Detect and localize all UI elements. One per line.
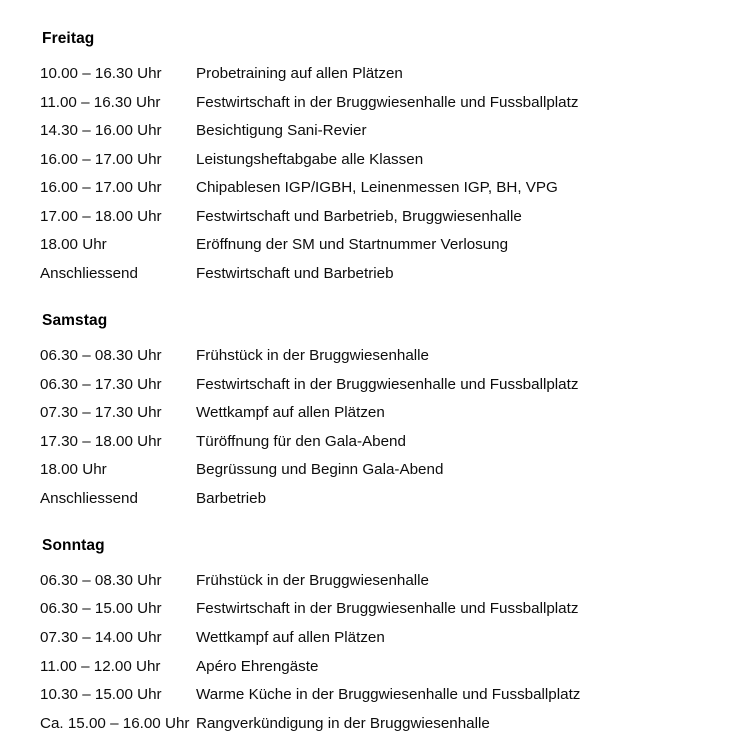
schedule-time: Ca. 15.00 – 16.00 Uhr bbox=[40, 714, 190, 732]
schedule-description: Begrüssung und Beginn Gala-Abend bbox=[196, 461, 444, 479]
schedule-time: 11.00 – 12.00 Uhr bbox=[40, 657, 161, 675]
schedule-row bbox=[40, 150, 694, 170]
schedule-row bbox=[40, 460, 694, 480]
schedule-list-freitag bbox=[40, 64, 694, 284]
schedule-row bbox=[40, 264, 694, 284]
schedule-time: 16.00 – 17.00 Uhr bbox=[40, 150, 162, 168]
schedule-description: Wettkampf auf allen Plätzen bbox=[196, 404, 385, 422]
schedule-time: 10.00 – 16.30 Uhr bbox=[40, 65, 162, 82]
schedule-time: 14.30 – 16.00 Uhr bbox=[40, 122, 162, 140]
schedule-list-sonntag bbox=[40, 571, 694, 734]
schedule-list-samstag bbox=[40, 346, 694, 509]
schedule-row bbox=[40, 207, 694, 227]
schedule-description: Eröffnung der SM und Startnummer Verlosung bbox=[196, 236, 509, 254]
schedule-row bbox=[40, 93, 694, 113]
schedule-description: Frühstück in der Bruggwiesenhalle bbox=[196, 347, 429, 364]
schedule-row bbox=[40, 178, 694, 198]
schedule-description: Besichtigung Sani-Revier bbox=[196, 122, 367, 140]
schedule-row bbox=[40, 346, 694, 366]
schedule-description: Rangverkündigung in der Bruggwiesenhalle bbox=[196, 714, 490, 732]
schedule-description: Festwirtschaft und Barbetrieb, Bruggwiesenhalle bbox=[196, 207, 522, 225]
schedule-row bbox=[40, 685, 694, 705]
schedule-description: Warme Küche in der Bruggwiesenhalle und Fussballplatz bbox=[196, 686, 581, 704]
schedule-description: Frühstück in der Bruggwiesenhalle bbox=[196, 571, 429, 589]
schedule-row bbox=[40, 571, 694, 591]
schedule-time: 16.00 – 17.00 Uhr bbox=[40, 179, 162, 197]
schedule-time: Anschliessend bbox=[40, 489, 138, 507]
schedule-time: Anschliessend bbox=[40, 264, 138, 282]
schedule-row bbox=[40, 403, 694, 423]
schedule-description: Festwirtschaft in der Bruggwiesenhalle und Fussballplatz bbox=[196, 93, 579, 111]
day-title-samstag: Samstag bbox=[42, 312, 108, 329]
schedule-time: 11.00 – 16.30 Uhr bbox=[40, 93, 161, 111]
schedule-description: Probetraining auf allen Plätzen bbox=[196, 65, 403, 82]
day-block-samstag bbox=[40, 312, 694, 509]
schedule-description: Festwirtschaft in der Bruggwiesenhalle und Fussballplatz bbox=[196, 600, 579, 618]
schedule-description: Apéro Ehrengäste bbox=[196, 657, 319, 675]
schedule-time: 06.30 – 08.30 Uhr bbox=[40, 571, 162, 589]
schedule-row bbox=[40, 657, 694, 677]
schedule-time: 06.30 – 15.00 Uhr bbox=[40, 600, 162, 618]
schedule-row bbox=[40, 375, 694, 395]
schedule-description: Barbetrieb bbox=[196, 489, 267, 507]
schedule-row bbox=[40, 599, 694, 619]
schedule-row bbox=[40, 432, 694, 452]
schedule-time: 18.00 Uhr bbox=[40, 236, 107, 254]
schedule-row bbox=[40, 714, 694, 734]
schedule-row bbox=[40, 121, 694, 141]
schedule-time: 06.30 – 08.30 Uhr bbox=[40, 347, 162, 364]
schedule-row bbox=[40, 235, 694, 255]
schedule-row bbox=[40, 489, 694, 509]
schedule-description: Leistungsheftabgabe alle Klassen bbox=[196, 150, 424, 168]
schedule-time: 06.30 – 17.30 Uhr bbox=[40, 375, 162, 393]
day-block-freitag bbox=[40, 30, 694, 284]
schedule-time: 07.30 – 17.30 Uhr bbox=[40, 404, 162, 422]
schedule-time: 17.00 – 18.00 Uhr bbox=[40, 207, 162, 225]
schedule-time: 10.30 – 15.00 Uhr bbox=[40, 686, 162, 704]
schedule-description: Festwirtschaft und Barbetrieb bbox=[196, 264, 394, 282]
schedule-row bbox=[40, 628, 694, 648]
schedule-description: Wettkampf auf allen Plätzen bbox=[196, 629, 385, 646]
schedule-description: Türöffnung für den Gala-Abend bbox=[196, 432, 406, 450]
schedule-time: 17.30 – 18.00 Uhr bbox=[40, 432, 162, 450]
day-title-freitag: Freitag bbox=[42, 30, 95, 47]
schedule-description: Chipablesen IGP/IGBH, Leinenmessen IGP, BH, VPG bbox=[196, 179, 558, 197]
day-title-sonntag: Sonntag bbox=[42, 536, 105, 554]
schedule-description: Festwirtschaft in der Bruggwiesenhalle und Fussballplatz bbox=[196, 375, 579, 393]
schedule-time: 18.00 Uhr bbox=[40, 461, 107, 479]
schedule-time: 07.30 – 14.00 Uhr bbox=[40, 629, 162, 646]
day-block-sonntag bbox=[40, 537, 694, 734]
schedule-row bbox=[40, 64, 694, 84]
